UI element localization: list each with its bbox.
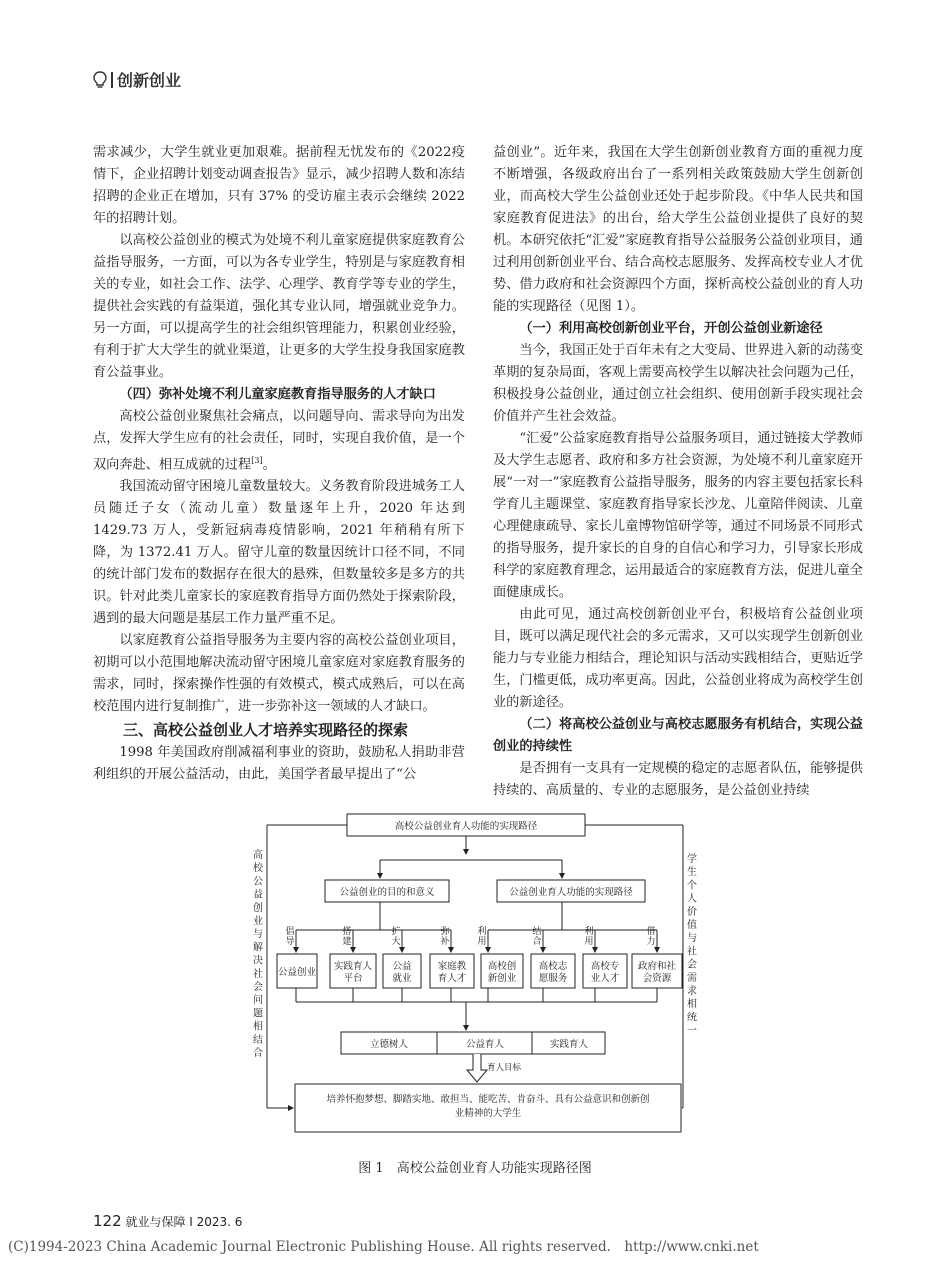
diagram-box-label: 公益创业 <box>277 967 317 978</box>
diagram-side-right-label: 相 <box>687 999 697 1011</box>
header-divider <box>111 72 113 88</box>
paragraph-text: 高校公益创业聚焦社会痛点，以问题导向、需求导向为出发点，发挥大学生应有的社会责任，同时，实现自我价值，是一个双向奔赴、相互成就的过程 <box>93 409 465 473</box>
paragraph: 当今，我国正处于百年未有之大变局、世界进入新的动荡变革期的复杂局面，客观上需要高校学生以解决社会问题为己任，积极投身公益创业，通过创立社会组织、使用创新手段实现社会价值并产生社会效益。 <box>493 343 863 424</box>
diagram-verb-label: 利 <box>584 927 594 937</box>
paragraph: 以家庭教育公益指导服务为主要内容的高校公益创业项目，初期可以小范围地解决流动留守困境儿童家庭对家庭教育服务的需求，同时，探索操作性强的有效模式，模式成熟后，可以在高校范围内进行复制推广，进一步弥补这一领域的人才缺口。 <box>93 633 465 715</box>
page-footer <box>93 1212 242 1230</box>
diagram-side-left-label: 合 <box>253 1048 263 1059</box>
diagram-side-right-label: 求 <box>687 986 697 997</box>
diagram-box-label: 新创业 <box>487 973 517 984</box>
diagram-side-left-label: 高 <box>253 850 263 861</box>
diagram-verb-label: 利 <box>477 927 487 937</box>
diagram-verb-label: 搭 <box>342 927 352 937</box>
paragraph <box>93 406 465 476</box>
diagram-side-right-label: 个 <box>687 880 697 892</box>
diagram-box-label: 愿服务 <box>538 973 568 984</box>
diagram-box-label: 平台 <box>343 973 363 984</box>
section-title: 创新创业 <box>117 71 182 90</box>
diagram-top-label: 高校公益创业育人功能的实现路径 <box>394 821 538 832</box>
pathway-diagram <box>245 812 705 1147</box>
section-header <box>93 68 181 91</box>
diagram-side-right-label: 生 <box>687 867 697 879</box>
lightbulb-icon <box>93 71 107 89</box>
diagram-side-left-label: 校 <box>253 863 263 875</box>
diagram-bottom-label: 立德树人 <box>369 1039 409 1050</box>
diagram-bottom-label: 实践育人 <box>549 1039 589 1050</box>
diagram-box-label: 公益 <box>392 961 412 972</box>
diagram-verb-label: 借 <box>646 927 656 937</box>
paragraph: 由此可见，通过高校创新创业平台，积极培育公益创业项目，既可以满足现代社会的多元需求，又可以实现学生创新创业能力与专业能力相结合，理论知识与活动实践相结合，更贴近学生，门槛更低，成功率更高。因此，公益创业将成为高校学生创业的新途径。 <box>493 607 863 710</box>
paragraph-text: 。 <box>262 457 276 473</box>
section-heading: （二）将高校公益创业与高校志愿服务有机结合，实现公益创业的持续性 <box>493 717 863 754</box>
page-number: 122 <box>93 1212 122 1230</box>
diagram-side-left-label: 业 <box>253 916 263 927</box>
diagram-verb-label: 力 <box>646 937 656 947</box>
paragraph: 是否拥有一支具有一定规模的稳定的志愿者队伍，能够提供持续的、高质量的、专业的志愿服务，是公益创业持续 <box>493 761 863 798</box>
diagram-side-right-label: 与 <box>687 933 697 945</box>
paragraph: 需求减少，大学生就业更加艰难。据前程无忧发布的《2022疫情下，企业招聘计划变动调查报告》显示，减少招聘人数和冻结招聘的企业正在增加，只有 37% 的受访雇主表示会继续 2022 年的招聘计划。 <box>93 145 465 226</box>
diagram-goal-label: 育人目标 <box>487 1063 522 1073</box>
paragraph: 以高校公益创业的模式为处境不利儿童家庭提供家庭教育公益指导服务，一方面，可以为各专业学生，特别是与家庭教育相关的专业，如社会工作、法学、心理学、教育学等专业的学生，提供社会实践的有益渠道，强化其专业认同，增强就业竞争力。另一方面，可以提高学生的社会组织管理能力，积累创业经验，有利于扩大大学生的就业渠道，让更多的大学生投身我国家庭教育公益事业。 <box>93 233 465 380</box>
section-heading: （四）弥补处境不利儿童家庭教育指导服务的人才缺口 <box>119 387 436 402</box>
diagram-box-label: 高校志 <box>538 961 568 972</box>
diagram-final-label: 培养怀抱梦想、脚踏实地、敢担当、能吃苦、肯奋斗、具有公益意识和创新创 <box>326 1094 650 1105</box>
diagram-box-label: 高校专 <box>590 961 620 972</box>
diagram-side-right-label: 价 <box>687 906 697 918</box>
chapter-heading: 三、高校公益创业人才培养实现路径的探索 <box>123 721 409 740</box>
diagram-side-left-label: 决 <box>253 955 263 967</box>
diagram-mid-right-label: 公益创业育人功能的实现路径 <box>509 887 633 898</box>
diagram-side-left-label: 解 <box>253 942 263 954</box>
diagram-verb-label: 建 <box>342 937 352 947</box>
paragraph: 我国流动留守困境儿童数量较大。义务教育阶段进城务工人员随迁子女（流动儿童）数量逐年上升，2020 年达到 1429.73 万人，受新冠病毒疫情影响，2021 年稍稍有所下降，为 1372.41 万人。留守儿童的数量因统计口径不同，不同的统计部门发布的数据存在很大的悬殊，但数量较多是多方的共识。针对此类儿童家长的家庭教育指导方面仍然处于探索阶段，遇到的最大问题是基层工作力量严重不足。 <box>93 479 465 627</box>
diagram-side-right-label: 学 <box>687 854 697 865</box>
diagram-side-left-label: 会 <box>253 982 263 993</box>
diagram-side-left-label: 题 <box>253 1008 263 1020</box>
diagram-box-label: 家庭教 <box>437 961 467 972</box>
diagram-verb-label: 大 <box>391 937 401 947</box>
diagram-side-left-label: 结 <box>253 1034 263 1046</box>
diagram-box-label: 实践育人 <box>333 961 373 972</box>
diagram-side-right-label: 值 <box>687 920 697 931</box>
diagram-side-left-label: 社 <box>253 968 263 980</box>
diagram-side-right-label: 统 <box>687 1012 697 1024</box>
diagram-box-label: 政府和社 <box>637 961 677 972</box>
diagram-final-label: 业精神的大学生 <box>454 1108 522 1119</box>
diagram-box-label: 会资源 <box>642 973 672 984</box>
figure-caption: 图 1 高校公益创业育人功能实现路径图 <box>358 1161 592 1176</box>
diagram-verb-label: 补 <box>440 937 450 947</box>
section-heading: （一）利用高校创新创业平台，开创公益创业新途径 <box>519 321 823 336</box>
diagram-side-left-label: 创 <box>253 902 263 914</box>
left-column <box>93 142 465 786</box>
paragraph: 益创业”。近年来，我国在大学生创新创业教育方面的重视力度不断增强，各级政府出台了一系列相关政策鼓励大学生创新创业，而高校大学生公益创业还处于起步阶段。《中华人民共和国家庭教育促进法》的出台，给大学生公益创业提供了良好的契机。本研究依托“汇爱”家庭教育指导公益服务公益创业项目，通过利用创新创业平台、结合高校志愿服务、发挥高校专业人才优势、借力政府和社会资源四个方面，探析高校公益创业的育人功能的实现路径（见图 1）。 <box>493 145 863 314</box>
diagram-verb-label: 倡 <box>285 927 295 937</box>
diagram-side-left-label: 问 <box>253 995 263 1007</box>
diagram-box-label: 育人才 <box>437 973 467 984</box>
diagram-verb-label: 结 <box>532 927 542 937</box>
citation-ref[interactable]: [3] <box>251 456 263 465</box>
diagram-side-right-label: 人 <box>687 893 697 905</box>
copyright-line: (C)1994-2023 China Academic Journal Electronic Publishing House. All rights reserved. http://www.cnki.net <box>8 1239 759 1255</box>
paragraph: “汇爱”公益家庭教育指导公益服务项目，通过链接大学教师及大学生志愿者、政府和多方社会资源，为处境不利儿童家庭开展“一对一”家庭教育公益指导服务，服务的内容主要包括家长科学育儿主题课堂、家庭教育指导家长沙龙、儿童陪伴阅读、儿童心理健康疏导、家长儿童博物馆研学等，通过不同场景不同形式的指导服务，提升家长的自身的自信心和学习力，引导家长形成科学的家庭教育理念，运用最适合的家庭教育方法，促进儿童全面健康成长。 <box>493 431 863 600</box>
journal-info: 就业与保障 I 2023. 6 <box>125 1215 243 1229</box>
diagram-side-right-label: 社 <box>687 946 697 958</box>
diagram-verb-label: 用 <box>584 937 594 947</box>
diagram-verb-label: 导 <box>285 937 295 947</box>
diagram-bottom-label: 公益育人 <box>465 1039 505 1050</box>
diagram-box-label: 就业 <box>392 973 412 984</box>
diagram-verb-label: 弥 <box>440 927 450 937</box>
diagram-verb-label: 用 <box>477 937 487 947</box>
right-column <box>493 142 863 802</box>
diagram-side-left-label: 公 <box>253 876 263 888</box>
diagram-side-right-label: 一 <box>687 1025 697 1037</box>
diagram-side-left-label: 益 <box>253 889 263 901</box>
diagram-verb-label: 合 <box>532 937 542 947</box>
diagram-box-label: 业人才 <box>590 973 620 984</box>
diagram-verb-label: 扩 <box>391 927 401 937</box>
paragraph: 1998 年美国政府削减福利事业的资助，鼓励私人捐助非营利组织的开展公益活动，由此，美国学者最早提出了“公 <box>93 745 465 783</box>
diagram-box-label: 高校创 <box>487 961 517 972</box>
diagram-side-right-label: 会 <box>687 959 697 971</box>
diagram-side-right-label: 需 <box>687 972 697 984</box>
diagram-mid-left-label: 公益创业的目的和意义 <box>339 887 435 898</box>
diagram-side-left-label: 相 <box>253 1021 263 1033</box>
diagram-side-left-label: 与 <box>253 929 263 941</box>
